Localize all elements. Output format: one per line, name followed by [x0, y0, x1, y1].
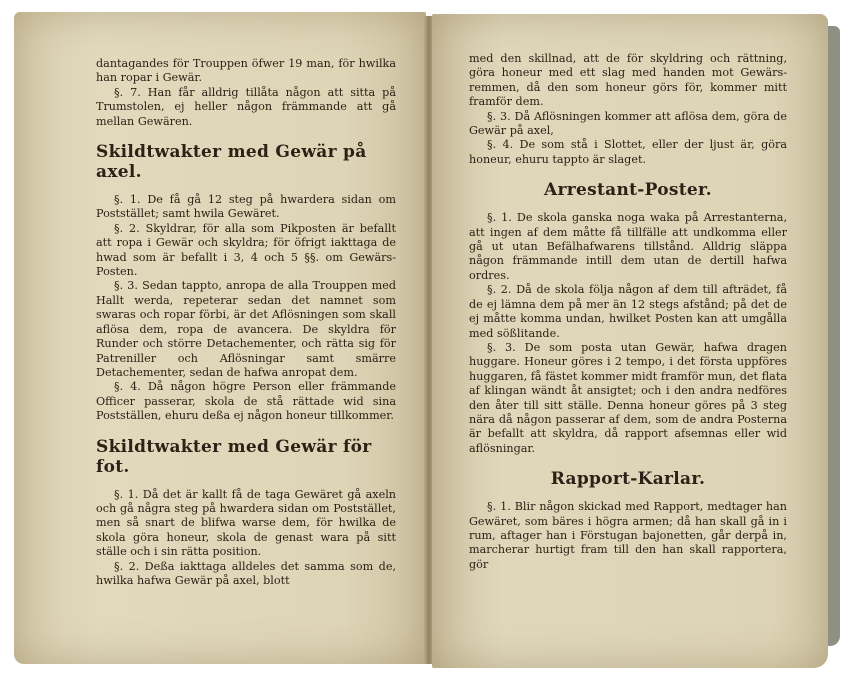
paragraph: §. 1. Blir någon skickad med Rapport, medtager han Gewäret, som bäres i högra armen; då han skall gå in i rum, aftager han i Förstugan bajonetten, går derpå in, marcherar hurtigt fram till den han skall rapportera, gör [469, 500, 787, 571]
paragraph: §. 3. De som posta utan Gewär, hafwa dragen huggare. Honeur göres i 2 tempo, i det första uppföres huggaren, få fästet kommer midt framför mun, det flata af klingan wändt åt ansigtet; och i den andra nedföres den åter till sitt ställe. Denna honeur göres på 3 steg nära då någon passerar af dem, som de andra Posterna är befallt att skyldra, då rapport afsemnas eller wid aflösningar. [469, 340, 787, 455]
left-page-content [96, 57, 396, 588]
left-intro-line-1: dantagandes för Trouppen öfwer 19 man, för hwilka han ropar i Gewär. [96, 57, 396, 85]
paragraph: §. 3. Sedan tappto, anropa de alla Trouppen med Hallt werda, repeterar sedan det namnet som swaras och ropar förbi, är det Aflösningen som skall aflösa dem, ropa de avancera. De skyldra för Runder och större Detachementer, och rätta sig för Patreniller och Aflösningar samt smärre Detachementer, sedan de hafwa anropat dem. [96, 279, 396, 379]
paragraph: §. 2. Då de skola följa någon af dem till afträdet, få de ej lämna dem på mer än 12 stegs afstånd; på det de ej måtte komma undan, hwilket Posten kan att umgålla med sößlitande. [469, 283, 787, 340]
paragraph: §. 2. Deßa iakttaga alldeles det samma som de, hwilka hafwa Gewär på axel, blott [96, 559, 396, 587]
paragraph: §. 1. De få gå 12 steg på hwardera sidan om Poststället; samt hwila Gewäret. [96, 193, 396, 221]
paragraph: §. 1. Då det är kallt få de taga Gewäret gå axeln och gå några steg på hwardera sidan om Poststället, men så snart de blifwa warse dem, för hwilka de skola göra honeur, skola de genast wara på sitt ställe och i sin rätta position. [96, 487, 396, 559]
right-page [432, 14, 828, 668]
right-intro-paragraph: §. 3. Då Aflösningen kommer att aflösa dem, göra de Gewär på axel, [469, 109, 787, 138]
left-intro-line-2: §. 7. Han får alldrig tillåta någon att sitta på Trumstolen, ej heller någon främmande att gå mellan Gewären. [96, 85, 396, 128]
paragraph: §. 1. De skola ganska noga waka på Arrestanterna, att ingen af dem måtte få tillfälle att undkomma eller gå ut utan Befälhafwarens tillstånd. Alldrig släppa någon främmande intill dem utan de dertill hafwa ordres. [469, 211, 787, 282]
right-intro-paragraph: med den skillnad, att de för skyldring och rättning, göra honeur med ett slag med handen mot Gewärs-remmen, då den som honeur görs för, kommer mitt framför dem. [469, 52, 787, 109]
section-heading: Rapport-Karlar. [550, 469, 706, 490]
section-heading: Skildtwakter med Gewär på axel. [96, 142, 367, 183]
left-page [14, 12, 426, 664]
right-page-content [469, 52, 787, 572]
paragraph: §. 4. Då någon högre Person eller främmande Officer passerar, skola de stå rättade wid sina Postställen, ehuru deßa ej någon honeur tillkommer. [96, 380, 396, 423]
paragraph: §. 2. Skyldrar, för alla som Pikposten är befallt att ropa i Gewär och skyldra; för öfrigt iakttaga de hwad som är befallt i 3, 4 och 5 §§. om Gewärs-Posten. [96, 221, 396, 279]
right-intro-paragraph: §. 4. De som stå i Slottet, eller der ljust är, göra honeur, ehuru tappto är slaget. [469, 138, 787, 166]
section-heading: Skildtwakter med Gewär för fot. [96, 436, 372, 477]
section-heading: Arrestant-Poster. [544, 180, 712, 201]
